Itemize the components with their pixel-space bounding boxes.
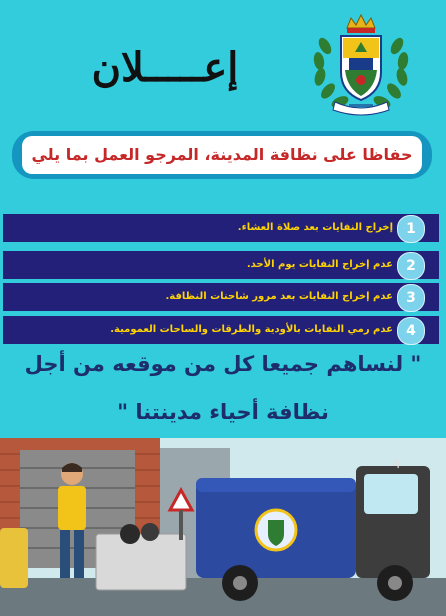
rule-number-badge: 2	[397, 252, 425, 280]
page-title: إعـــــلان	[91, 44, 239, 91]
rule-number-badge: 1	[397, 215, 425, 243]
truck-number: 4	[393, 457, 401, 471]
rule-item	[3, 283, 439, 311]
banner-text: حفاظا على نظافة المدينة، المرجو العمل بما يلي	[22, 136, 422, 174]
rule-item	[3, 316, 439, 344]
notice-banner	[12, 131, 432, 179]
rule-item	[3, 214, 439, 242]
rule-item	[3, 251, 439, 279]
garbage-truck-illustration	[0, 438, 446, 616]
rule-text: إخراج النفايات بعد صلاة العشاء.	[237, 222, 393, 233]
slogan-line-2: نظافة أحياء مدينتنا "	[117, 400, 329, 424]
rule-number-badge: 3	[397, 284, 425, 312]
rule-text: عدم إخراج النفايات بعد مرور شاحنات النظافة.	[165, 291, 393, 302]
slogan-line-1: " لنساهم جميعا كل من موقعه من أجل	[24, 352, 422, 376]
municipal-emblem-icon	[305, 6, 417, 118]
rule-text: عدم رمي النفايات بالأودية والطرقات والساحات العمومية.	[110, 324, 393, 335]
rule-text: عدم إخراج النفايات يوم الأحد.	[246, 259, 393, 270]
rule-number-badge: 4	[397, 317, 425, 345]
